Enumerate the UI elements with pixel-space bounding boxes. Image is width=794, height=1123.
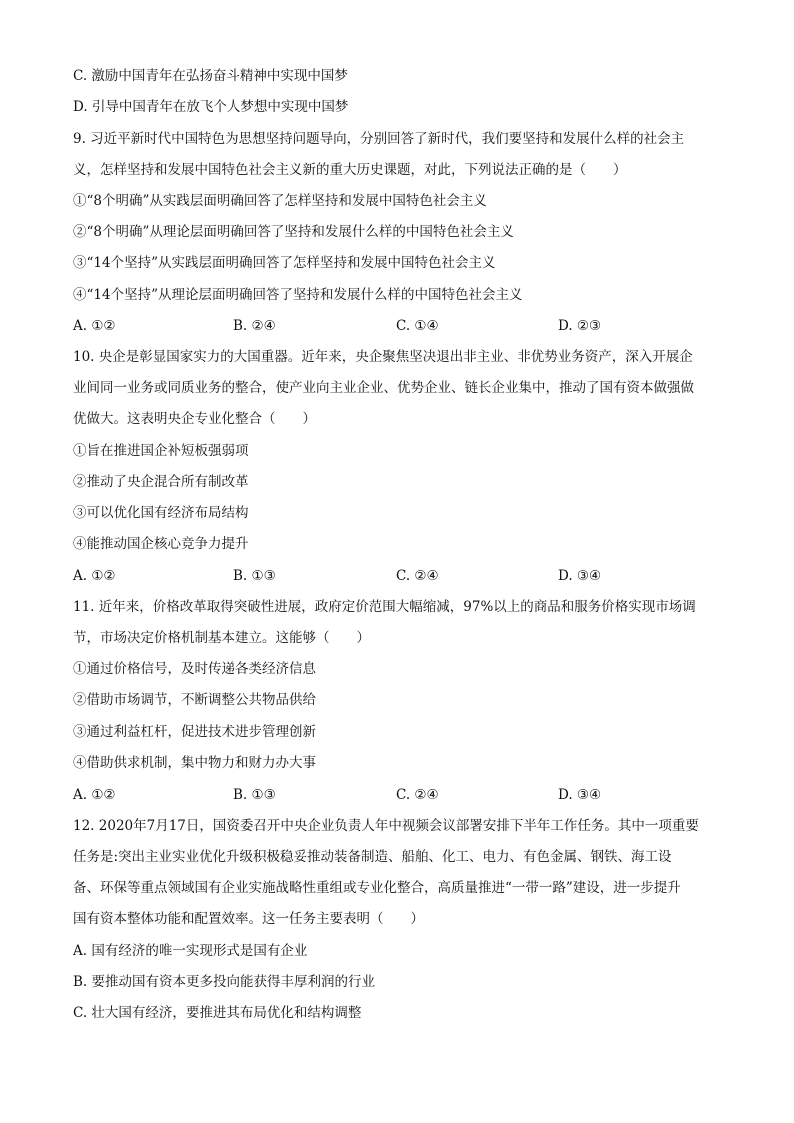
question-stem-line: 11. 近年来，价格改革取得突破性进展，政府定价范围大幅缩减，97%以上的商品和服务价格实现市场调	[73, 599, 696, 615]
answer-option-a: A. ①②	[73, 787, 116, 803]
prev-option-c: C. 激励中国青年在弘扬奋斗精神中实现中国梦	[73, 68, 348, 84]
answer-option-d: D. ③④	[558, 568, 602, 584]
question-stem-line: 备、环保等重点领域国有企业实施战略性重组或专业化整合，高质量推进“一带一路”建设，进一步提升	[73, 880, 681, 896]
answer-option-b: B. ①③	[233, 787, 276, 803]
answer-option-b: B. 要推动国有资本更多投向能获得丰厚利润的行业	[73, 974, 376, 990]
statement-item: ②“8个明确”从理论层面明确回答了坚持和发展什么样的中国特色社会主义	[73, 224, 514, 240]
statement-item: ③可以优化国有经济布局结构	[73, 505, 249, 521]
statement-item: ①旨在推进国企补短板强弱项	[73, 443, 249, 459]
statement-item: ④借助供求机制，集中物力和财力办大事	[73, 755, 316, 771]
answer-option-b: B. ①③	[233, 568, 276, 584]
statement-item: ②推动了央企混合所有制改革	[73, 474, 249, 490]
question-stem-line: 任务是:突出主业实业优化升级积极稳妥推动装备制造、船舶、化工、电力、有色金属、钢铁、海工设	[73, 849, 672, 865]
statement-item: ①通过价格信号，及时传递各类经济信息	[73, 661, 316, 677]
statement-item: ②借助市场调节，不断调整公共物品供给	[73, 692, 316, 708]
question-stem-line: 优做大。这表明央企专业化整合（ ）	[73, 411, 316, 427]
answer-option-c: C. ①④	[396, 318, 439, 334]
question-stem-line: 12. 2020年7月17日，国资委召开中央企业负责人年中视频会议部署安排下半年工作任务。其中一项重要	[73, 818, 699, 834]
answer-option-d: D. ②③	[558, 318, 602, 334]
question-stem-line: 国有资本整体功能和配置效率。这一任务主要表明（ ）	[73, 911, 424, 927]
answer-option-a: A. 国有经济的唯一实现形式是国有企业	[73, 943, 308, 959]
statement-item: ④“14个坚持”从理论层面明确回答了坚持和发展什么样的中国特色社会主义	[73, 287, 523, 303]
question-stem-line: 业间同一业务或同质业务的整合，使产业向主业企业、优势企业、链长企业集中，推动了国有资本做强做	[73, 380, 694, 396]
statement-item: ③通过利益杠杆，促进技术进步管理创新	[73, 724, 316, 740]
answer-option-c: C. 壮大国有经济，要推进其布局优化和结构调整	[73, 1005, 362, 1021]
answer-option-c: C. ②④	[396, 787, 439, 803]
answer-option-a: A. ①②	[73, 318, 116, 334]
question-stem-line: 10. 央企是彰显国家实力的大国重器。近年来，央企聚焦坚决退出非主业、非优势业务资产，深入开展企	[73, 349, 693, 365]
answer-option-b: B. ②④	[233, 318, 276, 334]
answer-option-a: A. ①②	[73, 568, 116, 584]
answer-option-c: C. ②④	[396, 568, 439, 584]
question-stem-line: 义，怎样坚持和发展中国特色社会主义新的重大历史课题，对此，下列说法正确的是（ ）	[73, 162, 627, 178]
question-stem-line: 9. 习近平新时代中国特色为思想坚持问题导向，分别回答了新时代，我们要坚持和发展什么样的社会主	[73, 131, 685, 147]
answer-option-d: D. ③④	[558, 787, 602, 803]
statement-item: ①“8个明确”从实践层面明确回答了怎样坚持和发展中国特色社会主义	[73, 193, 487, 209]
statement-item: ③“14个坚持”从实践层面明确回答了怎样坚持和发展中国特色社会主义	[73, 255, 496, 271]
prev-option-d: D. 引导中国青年在放飞个人梦想中实现中国梦	[73, 99, 349, 115]
statement-item: ④能推动国企核心竞争力提升	[73, 536, 249, 552]
question-stem-line: 节，市场决定价格机制基本建立。这能够（ ）	[73, 630, 370, 646]
